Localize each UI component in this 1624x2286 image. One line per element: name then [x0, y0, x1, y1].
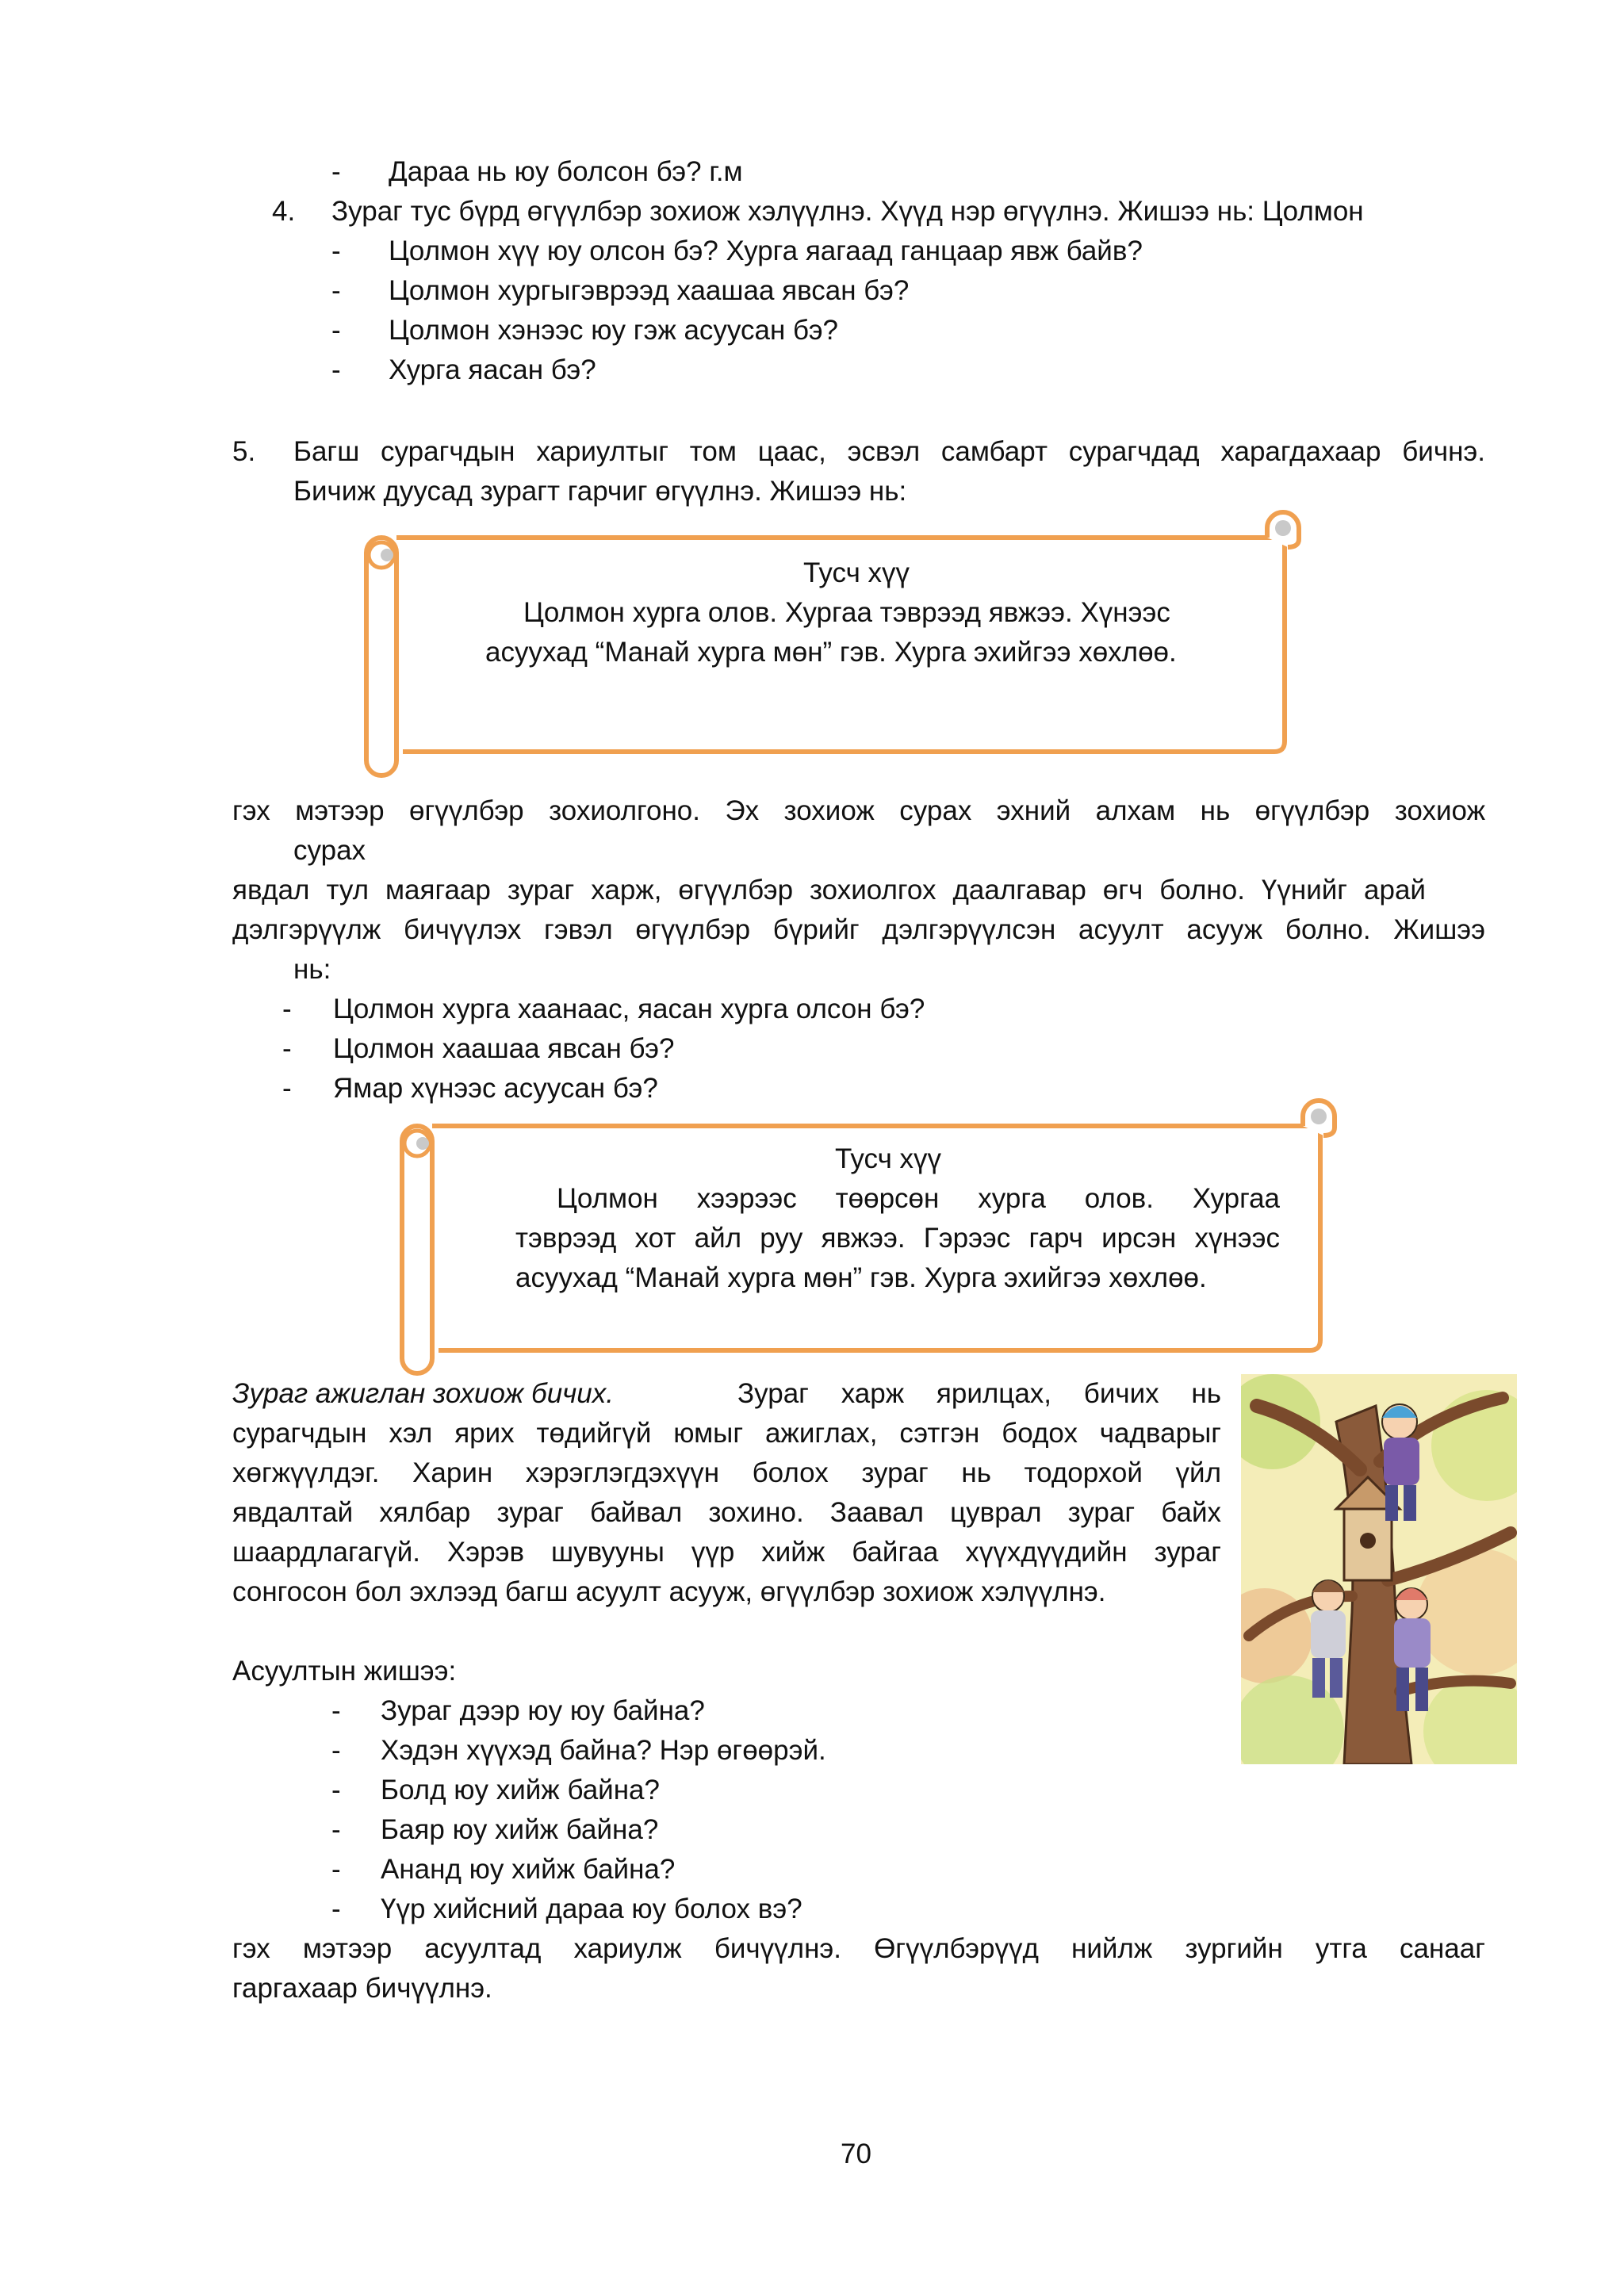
paragraph-line: сурах [293, 835, 366, 866]
list-dash: - [331, 235, 341, 266]
list-dash: - [331, 354, 341, 385]
scroll-text-line: асуухад “Манай хурга мөн” гэв. Хурга эхийгээ хөхлөө. [515, 1262, 1207, 1293]
paragraph-line: Багш сурагчдын хариултыг том цаас, эсвэл самбарт сурагчдад харагдахаар бичнэ. [293, 436, 1485, 467]
list-dash: - [331, 1854, 341, 1885]
list-item: Үүр хийсний дараа юу болох вэ? [381, 1894, 802, 1924]
paragraph-line: явдал тул маягаар зураг харж, өгүүлбэр зохиолгох даалгавар өгч болно. Үүнийг арай [232, 875, 1426, 906]
paragraph-line: нь: [293, 954, 331, 985]
list-item: Зураг тус бүрд өгүүлбэр зохиож хэлүүлнэ. Хүүд нэр өгүүлнэ. Жишээ нь: Цолмон [331, 196, 1364, 227]
list-item: Хурга яасан бэ? [389, 354, 596, 385]
list-item: Цолмон хургыгэврээд хаашаа явсан бэ? [389, 275, 910, 306]
scroll-text-line: тэврээд хот айл руу явжээ. Гэрээс гарч ирсэн хүнээс [515, 1223, 1280, 1254]
list-item: Баяр юу хийж байна? [381, 1814, 659, 1845]
list-number: 5. [232, 436, 256, 467]
list-item: Ананд юу хийж байна? [381, 1854, 676, 1885]
kids-building-birdhouse-illustration [1241, 1374, 1517, 1764]
scroll-title: Тусч хүү [802, 557, 910, 588]
paragraph-line: дэлгэрүүлж бичүүлэх гэвэл өгүүлбэр бүрийг дэлгэрүүлсэн асуулт асууж болно. Жишээ [232, 914, 1485, 945]
paragraph-line: гаргахаар бичүүлнэ. [232, 1973, 492, 2004]
list-item: Хэдэн хүүхэд байна? Нэр өгөөрэй. [381, 1735, 826, 1766]
paragraph-line: Бичиж дуусад зурагт гарчиг өгүүлнэ. Жишээ нь: [293, 476, 907, 507]
list-item: Дараа нь юу болсон бэ? г.м [389, 156, 743, 187]
list-dash: - [331, 1814, 341, 1845]
list-dash: - [331, 156, 341, 187]
list-item: Ямар хүнээс асуусан бэ? [333, 1073, 658, 1104]
scroll-text-line: Цолмон хурга олов. Хургаа тэврээд явжээ. Хүнээс [523, 597, 1170, 628]
list-dash: - [331, 1894, 341, 1924]
scroll-text-line: асуухад “Манай хурга мөн” гэв. Хурга эхийгээ хөхлөө. [485, 637, 1177, 668]
scroll-title: Тусч хүү [834, 1143, 942, 1174]
list-number: 4. [272, 196, 296, 227]
paragraph-line: гэх мэтээр өгүүлбэр зохиолгоно. Эх зохиож сурах эхний алхам нь өгүүлбэр зохиож [232, 795, 1485, 826]
list-item: Цолмон хурга хаанаас, яасан хурга олсон бэ? [333, 994, 925, 1024]
scroll-text-line: Цолмон хээрээс төөрсөн хурга олов. Хургаа [557, 1183, 1280, 1214]
list-dash: - [331, 275, 341, 306]
list-dash: - [331, 1695, 341, 1726]
page-number: 70 [841, 2139, 871, 2169]
paragraph-line: явдалтай хялбар зураг байвал зохино. Заавал цуврал зураг байх [232, 1497, 1221, 1528]
paragraph-line: Зураг харж ярилцах, бичих нь [737, 1378, 1221, 1409]
list-dash: - [331, 1775, 341, 1805]
section-heading: Асуултын жишээ: [232, 1656, 457, 1687]
paragraph-line: хөгжүүлдэг. Харин хэрэглэгдэхүүн болох зураг нь тодорхой үйл [232, 1457, 1221, 1488]
list-dash: - [282, 1073, 292, 1104]
list-dash: - [331, 315, 341, 346]
list-item: Цолмон хэнээс юу гэж асуусан бэ? [389, 315, 839, 346]
list-dash: - [282, 994, 292, 1024]
list-dash: - [331, 1735, 341, 1766]
list-dash: - [282, 1033, 292, 1064]
list-item: Зураг дээр юу юу байна? [381, 1695, 705, 1726]
list-item: Болд юу хийж байна? [381, 1775, 660, 1805]
list-item: Цолмон хаашаа явсан бэ? [333, 1033, 675, 1064]
paragraph-line: гэх мэтээр асуултад хариулж бичүүлнэ. Өгүүлбэрүүд нийлж зургийн утга санааг [232, 1933, 1485, 1964]
list-item: Цолмон хүү юу олсон бэ? Хурга яагаад ганцаар явж байв? [389, 235, 1143, 266]
paragraph-line: шаардлагагүй. Хэрэв шувууны үүр хийж байгаа хүүхдүүдийн зураг [232, 1537, 1221, 1568]
italic-lead: Зураг ажиглан зохиож бичих. [232, 1378, 614, 1409]
paragraph-line: сурагчдын хэл ярих төдийгүй юмыг ажиглах, сэтгэн бодох чадварыг [232, 1418, 1221, 1449]
paragraph-line: сонгосон бол эхлээд багш асуулт асууж, өгүүлбэр зохиож хэлүүлнэ. [232, 1576, 1106, 1607]
